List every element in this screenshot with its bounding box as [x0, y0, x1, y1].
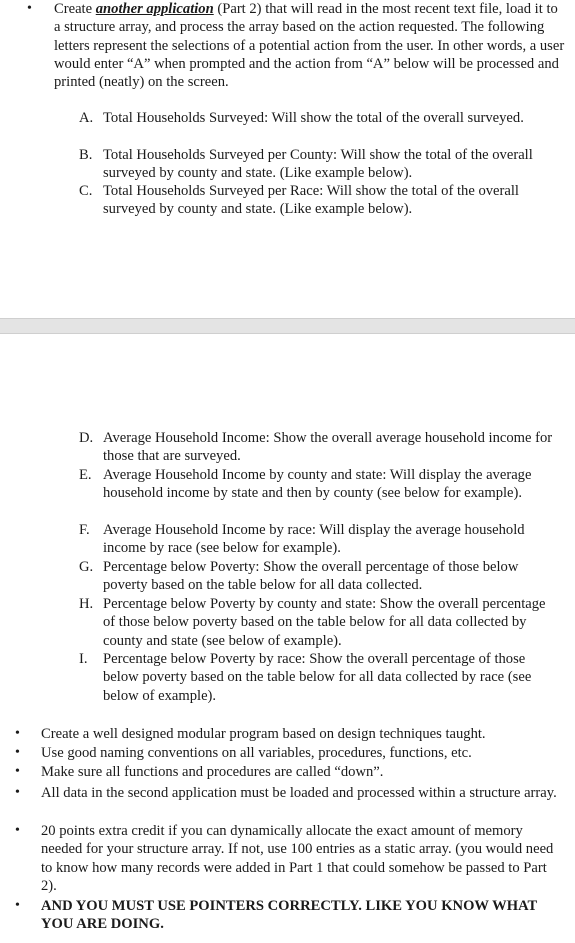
- action-text: Percentage below Poverty: Show the overall percentage of those below poverty based on the table below for all data collected.: [103, 559, 519, 594]
- page-bottom: [0, 334, 575, 943]
- action-letter: E.: [79, 467, 92, 483]
- requirement-item-pointers: AND YOU MUST USE POINTERS CORRECTLY. LIKE YOU KNOW WHAT YOU ARE DOING.: [41, 898, 538, 933]
- requirement-item: All data in the second application must be loaded and processed within a structure array.: [41, 785, 557, 801]
- action-letter: I.: [79, 651, 88, 667]
- action-letter: D.: [79, 430, 94, 446]
- action-letter: B.: [79, 147, 93, 163]
- requirement-bullet: [15, 784, 20, 802]
- action-text: Percentage below Poverty by county and state: Show the overall percentage of those below poverty based on the table below for all data collected by county and state (see below of example).: [103, 596, 546, 649]
- requirement-item: Use good naming conventions on all variables, procedures, functions, etc.: [41, 745, 472, 761]
- action-text: Average Household Income: Show the overall average household income for those that are surveyed.: [103, 430, 553, 465]
- action-letter: A.: [79, 110, 94, 126]
- action-letter: C.: [79, 183, 93, 199]
- action-text: Total Households Surveyed: Will show the total of the overall surveyed.: [103, 110, 524, 126]
- action-text: Total Households Surveyed per County: Will show the total of the overall surveyed by county and state. (Like example below).: [103, 147, 533, 182]
- action-letter: G.: [79, 559, 94, 575]
- requirement-item: Create a well designed modular program based on design techniques taught.: [41, 726, 486, 742]
- requirement-bullet: [15, 897, 20, 915]
- action-text: Average Household Income by race: Will display the average household income by race (see below for example).: [103, 522, 525, 557]
- page-break: [0, 318, 575, 334]
- intro-paragraph: [54, 0, 566, 91]
- intro-bullet: [27, 0, 32, 18]
- action-text: Average Household Income by county and state: Will display the average household income by state and then by county (see below for example).: [103, 467, 532, 502]
- intro-prefix: Create: [54, 1, 96, 17]
- requirement-bullet: [15, 744, 20, 762]
- page-top: [0, 0, 575, 318]
- action-text: Total Households Surveyed per Race: Will show the total of the overall surveyed by county and state. (Like example below).: [103, 183, 519, 218]
- action-letter: F.: [79, 522, 90, 538]
- requirement-bullet: [15, 725, 20, 743]
- intro-emphasis: another application: [95, 1, 214, 17]
- action-text: Percentage below Poverty by race: Show the overall percentage of those below poverty based on the table below for all data collected by race (see below of example).: [103, 651, 532, 704]
- requirement-bullet: [15, 822, 20, 840]
- action-letter: H.: [79, 596, 94, 612]
- requirement-item: Make sure all functions and procedures are called “down”.: [41, 764, 384, 780]
- requirement-item: 20 points extra credit if you can dynamically allocate the exact amount of memory needed for your structure array. If not, use 100 entries as a static array. (you would need to know how many records were added in Part 1 that could somehow be passed to Part 2).: [41, 823, 554, 894]
- requirement-bullet: [15, 763, 20, 781]
- intro-suffix: (Part 2) that will read in the most recent text file, load it to a structure array, and process the array based on the action requested. The following letters represent the selections of a potential action from the user. In other words, a user would enter “A” when prompted and the action from “A” below will be processed and printed (neatly) on the screen.: [54, 1, 565, 91]
